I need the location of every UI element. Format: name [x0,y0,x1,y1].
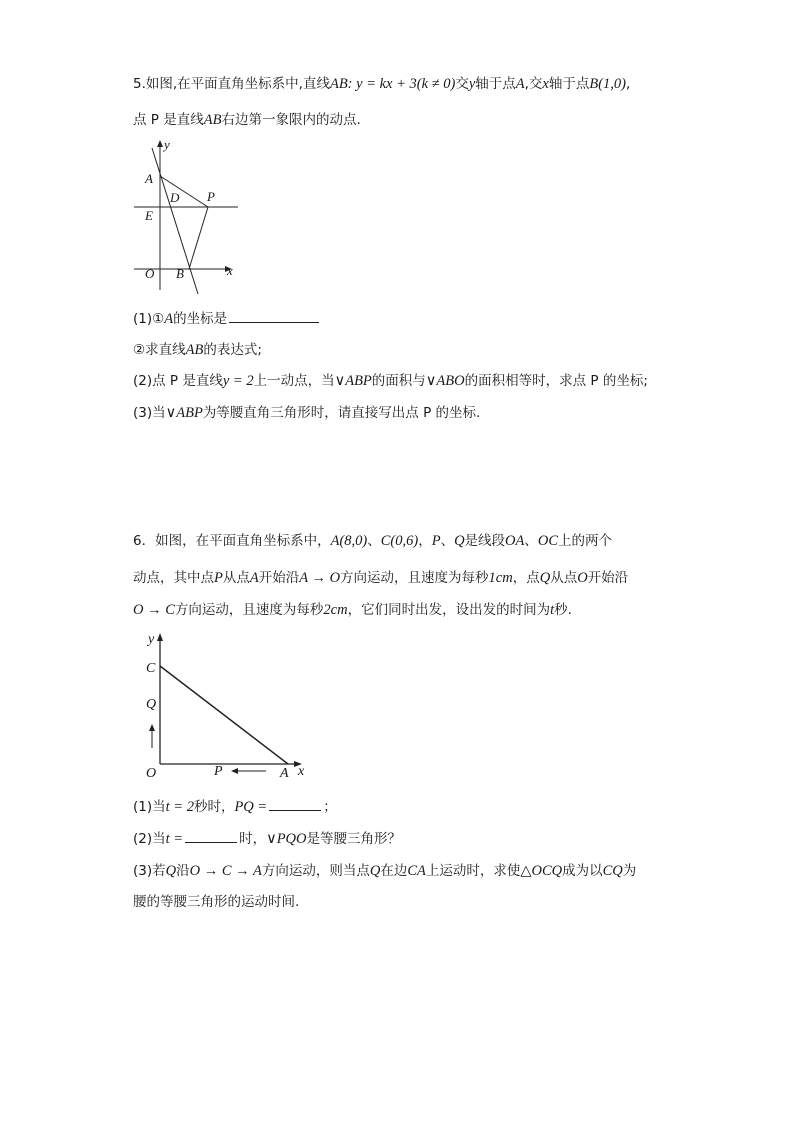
text: 开始沿 [258,570,300,586]
q5-part1b [133,338,262,359]
text: 、 [440,533,455,549]
q6-part3 [133,859,636,880]
text: (2)点 P 是直线 [133,373,223,389]
math: △OCQ [520,863,563,879]
text: 为等腰直角三角形时，请直接写出点 P 的坐标. [202,405,481,421]
math: Q [454,533,465,549]
text: 沿 [176,863,190,879]
text: ， [418,533,432,549]
q5-part2 [133,369,648,390]
text: 、 [524,533,538,549]
label-O: O [146,766,157,781]
label-A: A [280,766,289,781]
text: (1)① [133,311,165,327]
math: A [249,570,259,586]
label-D: D [170,190,180,205]
text: ，它们同时出发，设出发的时间为 [347,602,551,618]
math: A → O [299,570,341,586]
text: 的坐标是 [173,311,228,327]
q6-part3-cont [133,890,299,910]
text: (3)当 [133,405,166,421]
answer-blank [269,796,321,811]
answer-blank [185,828,237,843]
q6-figure [140,630,330,785]
math: AB [203,112,222,128]
label-C: C [146,661,156,676]
text: 的表达式; [203,342,262,358]
math: ∨ABP [165,405,203,421]
math: y = 2 [222,373,254,389]
text: 方向运动，且速度为每秒 [340,570,489,586]
text: 秒时， [193,799,235,815]
math: y [468,76,476,92]
text: 在边 [380,863,408,879]
q5-part3 [133,401,480,422]
label-Q: Q [146,697,157,712]
text: 6．如图，在平面直角坐标系中， [133,533,331,549]
text: 上一动点，当 [253,373,335,389]
math: Q [539,570,551,586]
math: t = 2 [165,799,194,815]
math: Q [165,863,177,879]
text: 的面积与 [371,373,426,389]
math: 2cm [323,602,348,618]
math: ∨ABP [334,373,372,389]
text: 的面积相等时，求点 P 的坐标; [464,373,648,389]
math: 1cm [488,570,513,586]
text: 是线段 [464,533,506,549]
math: PQ = [234,799,268,815]
math: O → C → A [189,863,262,879]
math: A [515,76,525,92]
text: , [626,76,631,92]
math: OC [537,533,559,549]
text: 腰的等腰三角形的运动时间. [133,894,300,910]
text: 轴于点 [475,76,516,92]
math: AB: y = kx + 3(k ≠ 0) [329,76,456,92]
q6-stem-line3 [133,598,572,619]
math: C(0,6) [380,533,419,549]
math: Q [369,863,381,879]
text: 从点 [222,570,250,586]
q6-part2 [133,827,401,848]
math: P [431,533,441,549]
math: B(1,0) [589,76,626,92]
answer-blank [229,308,319,323]
math: A [164,311,174,327]
math: x [542,76,549,92]
text: 秒. [554,602,572,618]
text: 上的两个 [558,533,613,549]
text: 上运动时，求使 [425,863,521,879]
text: 交 [455,76,469,92]
math: t [550,602,555,618]
math: O [577,570,588,586]
text: ②求直线 [133,342,186,358]
text: 、 [367,533,381,549]
q6-stem-line1 [133,529,612,550]
text: 从点 [550,570,578,586]
text: 为 [622,863,637,879]
text: (1)当 [133,799,166,815]
label-y: y [148,632,155,647]
text: 是等腰三角形？ [306,831,401,847]
text: 成为以 [562,863,603,879]
text: 5.如图,在平面直角坐标系中,直线 [133,76,330,92]
math: ∨ABO [425,373,465,389]
text: 方向运动，则当点 [261,863,370,879]
label-O: O [145,266,155,281]
q5-stem-line2 [133,108,361,129]
text: 开始沿 [587,570,629,586]
text: 时， [239,831,267,847]
label-E: E [145,208,153,223]
q5-stem-line1 [133,72,630,93]
q6-part1 [133,795,337,816]
label-P: P [214,764,223,779]
label-A: A [145,171,153,186]
label-y: y [164,138,170,152]
q5-part1a [133,307,321,328]
math: P [214,570,223,586]
label-x: x [298,764,305,779]
text: 点 P 是直线 [133,112,204,128]
text: 右边第一象限内的动点. [221,112,361,128]
math: CA [407,863,426,879]
q6-stem-line2 [133,566,628,587]
math: CQ [602,863,623,879]
text: ,交 [524,76,543,92]
text: 轴于点 [548,76,590,92]
math: O → C [133,602,175,618]
math: ∨PQO [266,831,307,847]
math: OA [505,533,525,549]
label-x: x [227,263,233,278]
label-P: P [207,189,215,204]
text: (3)若 [133,863,166,879]
text: 动点，其中点 [133,570,214,586]
text: (2)当 [133,831,166,847]
text: 方向运动，且速度为每秒 [174,602,324,618]
text: ，点 [512,570,540,586]
q5-figure [130,138,260,298]
label-B: B [176,266,184,281]
text: ； [323,799,337,815]
math: t = [165,831,184,847]
math: A(8,0) [330,533,368,549]
math: AB [185,342,204,358]
